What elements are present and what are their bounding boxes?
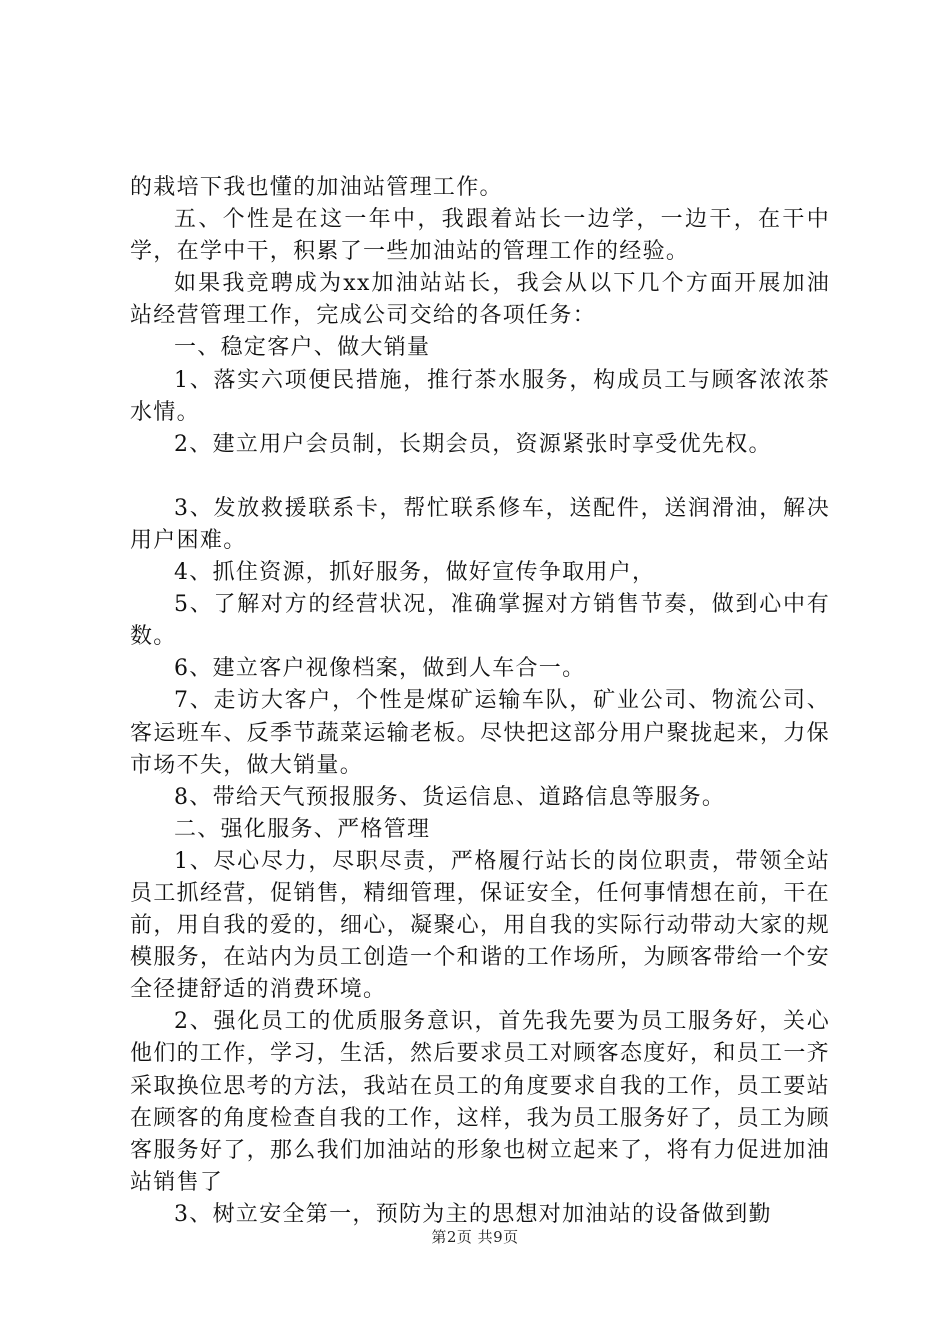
list-item-1-1: 1、落实六项便民措施，推行茶水服务，构成员工与顾客浓浓茶水情。 (130, 367, 830, 425)
document-body (130, 172, 830, 1231)
paragraph-continuation: 的栽培下我也懂的加油站管理工作。 (130, 175, 503, 200)
section-heading-1: 一、稳定客户、做大销量 (174, 335, 431, 361)
list-item-1-6: 6、建立客户视像档案，做到人车合一。 (174, 656, 586, 682)
list-item-1-2: 2、建立用户会员制，长期会员，资源紧张时享受优先权。 (174, 431, 772, 457)
blank-line (130, 461, 830, 493)
list-item-1-8: 8、带给天气预报服务、货运信息、道路信息等服务。 (174, 784, 726, 810)
section-heading-2: 二、强化服务、严格管理 (174, 816, 431, 842)
list-item-1-3: 3、发放救援联系卡，帮忙联系修车，送配件，送润滑油，解决用户困难。 (130, 495, 830, 553)
page-number-footer: 第2页 共9页 (431, 1228, 519, 1246)
list-item-2-3: 3、树立安全第一，预防为主的思想对加油站的设备做到勤 (174, 1201, 772, 1227)
paragraph-intro: 如果我竞聘成为xx加油站站长，我会从以下几个方面开展加油站经营管理工作，完成公司交给的各项任务： (130, 271, 830, 329)
list-item-2-2: 2、强化员工的优质服务意识，首先我先要为员工服务好，关心他们的工作，学习，生活，然后要求员工对顾客态度好，和员工一齐采取换位思考的方法，我站在员工的角度要求自我的工作，员工要站在顾客的角度检查自我的工作，这样，我为员工服务好了，员工为顾客服务好了，那么我们加油站的形象也树立起来了，将有力促进加油站销售了 (130, 1009, 830, 1195)
list-item-2-1: 1、尽心尽力，尽职尽责，严格履行站长的岗位职责，带领全站员工抓经营，促销售，精细管理，保证安全，任何事情想在前，干在前，用自我的爱的，细心，凝聚心，用自我的实际行动带动大家的规模服务，在站内为员工创造一个和谐的工作场所，为顾客带给一个安全径捷舒适的消费环境。 (130, 848, 830, 1003)
list-item-1-4: 4、抓住资源，抓好服务，做好宣传争取用户， (174, 560, 656, 586)
paragraph-point-five: 五、个性是在这一年中，我跟着站长一边学，一边干，在干中学，在学中干，积累了一些加油站的管理工作的经验。 (130, 207, 830, 265)
list-item-1-7: 7、走访大客户，个性是煤矿运输车队，矿业公司、物流公司、客运班车、反季节蔬菜运输老板。尽快把这部分用户聚拢起来，力保市场不失，做大销量。 (130, 688, 830, 778)
list-item-1-5: 5、了解对方的经营状况，准确掌握对方销售节奏，做到心中有数。 (130, 592, 830, 650)
